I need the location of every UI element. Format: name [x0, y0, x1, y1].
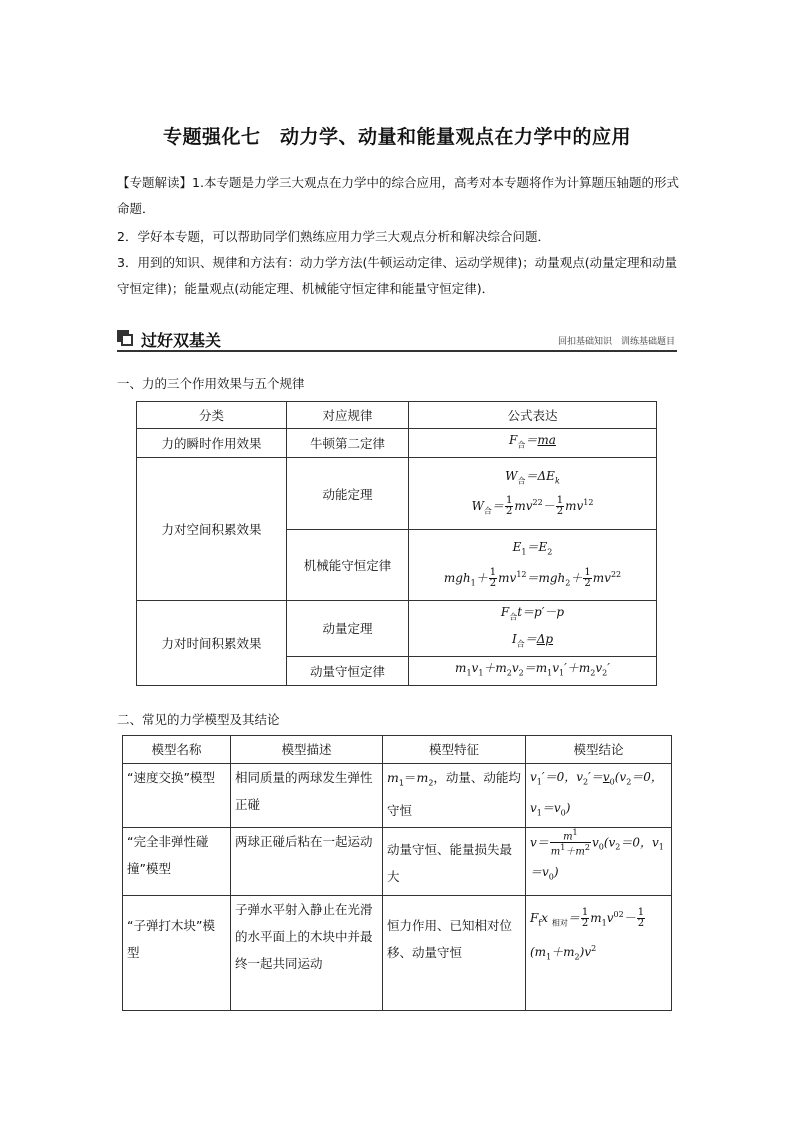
model-feature-cell: 动量守恒、能量损失最大 — [383, 827, 526, 895]
law-cell: 动量定理 — [287, 601, 409, 657]
table-header-row — [123, 736, 672, 764]
intro-paragraph-3: 3．用到的知识、规律和方法有：动力学方法(牛顿运动定律、运动学规律)；动量观点(动量定理和动量守恒定律)；能量观点(动能定理、机械能守恒定律和能量守恒定律)． — [117, 255, 678, 296]
header-cell: 对应规律 — [287, 402, 409, 429]
model-feature-cell: 恒力作用、已知相对位移、动量守恒 — [383, 895, 526, 1010]
model-name-cell: “速度交换”模型 — [123, 764, 231, 828]
formula-cell: $F_合t=p'-p$ $I_合=\Delta p$ — [409, 601, 657, 657]
part2-heading: 二、常见的力学模型及其结论 — [117, 712, 280, 727]
header-cell: 模型特征 — [383, 736, 526, 764]
formula-cell: $W_合=\Delta E_k$ $W_合=$ $\frac{1}{2}$ $mv^{22}-$ $\frac{1}{2}$ $mv^{12}$ — [409, 458, 657, 530]
table-row — [123, 827, 672, 895]
header-cell: 公式表达 — [409, 402, 657, 429]
intro-paragraph-2: 2．学好本专题，可以帮助同学们熟练应用力学三大观点分析和解决综合问题． — [117, 229, 550, 244]
category-cell: 力对空间积累效果 — [137, 458, 287, 601]
header-cell: 分类 — [137, 402, 287, 429]
intro-tag: 【专题解读】 — [117, 175, 193, 190]
model-name-cell: “完全非弹性碰撞”模型 — [123, 827, 231, 895]
intro-paragraph-1 — [117, 170, 679, 222]
law-cell: 牛顿第二定律 — [287, 429, 409, 458]
table-row — [137, 429, 657, 458]
header-cell: 模型名称 — [123, 736, 231, 764]
model-desc-cell: 相同质量的两球发生弹性正碰 — [231, 764, 383, 828]
model-conclusion-cell: v＝ $\frac{m^1}{m^1+m^2}$ $v_0(v_2=0$，$v_1=v_0$) — [526, 827, 672, 895]
header-cell: 模型描述 — [231, 736, 383, 764]
model-name-cell: “子弹打木块”模型 — [123, 895, 231, 1010]
models-table — [122, 735, 672, 1011]
model-desc-cell: 两球正碰后粘在一起运动 — [231, 827, 383, 895]
law-cell: 机械能守恒定律 — [287, 530, 409, 601]
category-cell: 力的瞬时作用效果 — [137, 429, 287, 458]
table-row — [137, 601, 657, 657]
model-desc-cell: 子弹水平射入静止在光滑的水平面上的木块中并最终一起共同运动 — [231, 895, 383, 1010]
laws-table — [136, 401, 657, 686]
law-cell: 动能定理 — [287, 458, 409, 530]
model-conclusion-cell: $v_1'=0$，$v_2'=v_0(v_2=0$，$v_1=v_0$) — [526, 764, 672, 828]
model-feature-text: ，动量、动能均守恒 — [387, 770, 521, 818]
model-conclusion-cell: $F_fx$ $_{相对}$＝ $\frac{1}{2}$ $m_1v^{02}-$ $\frac{1}{2}$ $(m_1+m_2)v^2$ — [526, 895, 672, 1010]
section-header — [117, 328, 677, 352]
table-row — [137, 458, 657, 530]
header-cell: 模型结论 — [526, 736, 672, 764]
page-title: 专题强化七 动力学、动量和能量观点在力学中的应用 — [162, 126, 631, 148]
section-title: 过好双基关 — [141, 331, 222, 350]
formula-cell: $m_1v_1+m_2v_2=m_1v_1'+m_2v_2'$ — [409, 656, 657, 685]
formula-cell: $E_1=E_2$ mgh$_1$＋ $\frac{1}{2}$ $mv^{12}=mgh_2+$ $\frac{1}{2}$ $mv^{22}$ — [409, 530, 657, 601]
intro-text-1: 1.本专题是力学三大观点在力学中的综合应用，高考对本专题将作为计算题压轴题的形式命题． — [117, 175, 679, 216]
section-subtitle: 回扣基础知识 训练基础题目 — [557, 337, 675, 347]
table-row — [123, 764, 672, 828]
table-header-row — [137, 402, 657, 429]
formula-cell: $F_合=ma$ — [409, 429, 657, 458]
table-row — [123, 895, 672, 1010]
part1-heading: 一、力的三个作用效果与五个规律 — [117, 376, 305, 391]
model-feature-cell: $m_1=m_2$，动量、动能均守恒 — [383, 764, 526, 828]
category-cell: 力对时间积累效果 — [137, 601, 287, 686]
law-cell: 动量守恒定律 — [287, 656, 409, 685]
section-icon — [117, 330, 133, 346]
